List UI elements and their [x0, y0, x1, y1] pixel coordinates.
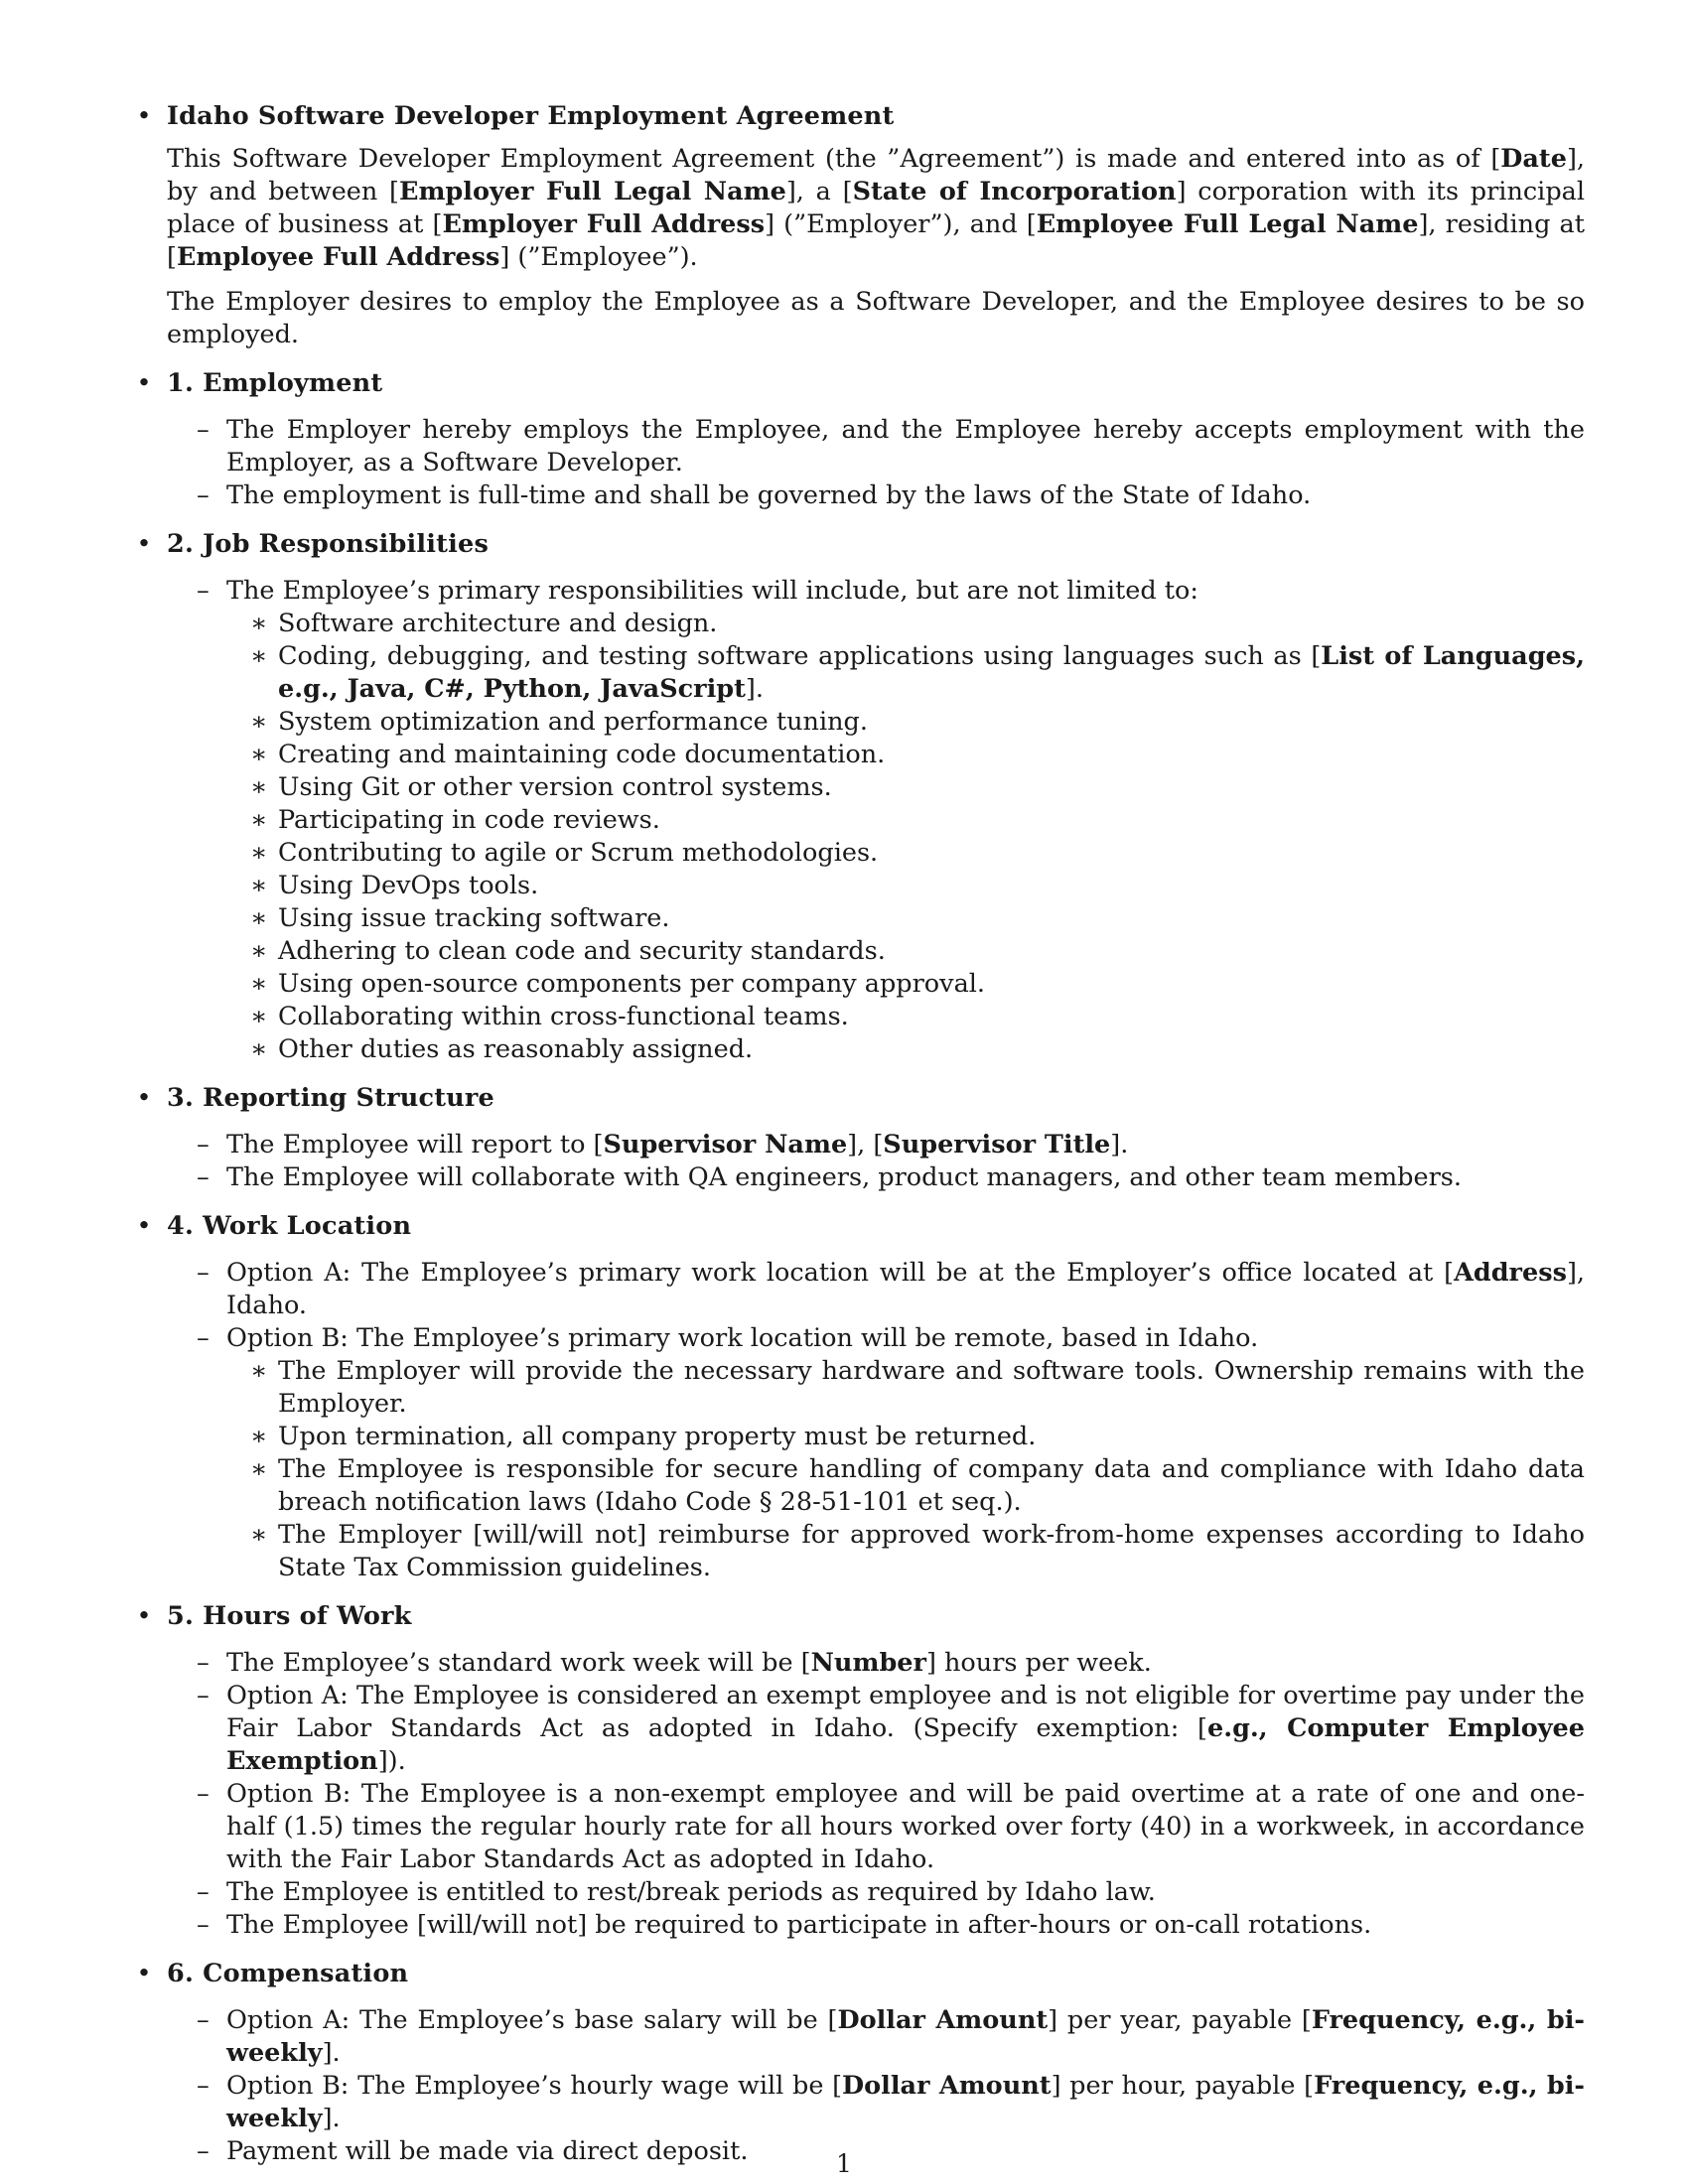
- dash-icon: –: [197, 1648, 210, 1678]
- bullet-icon: •: [136, 1083, 152, 1113]
- document-title: Idaho Software Developer Employment Agreement: [167, 101, 895, 131]
- asterisk-icon: ∗: [250, 609, 268, 638]
- list-item: – The Employee [will/will not] be required to participate in after-hours or on-call rotations.: [197, 1910, 1372, 1940]
- bullet-icon: •: [136, 101, 152, 131]
- asterisk-icon: ∗: [250, 805, 268, 835]
- page-number: 1: [836, 2149, 852, 2178]
- dash-icon: –: [197, 2071, 210, 2101]
- dash-icon: –: [197, 1323, 210, 1353]
- section-intro: [0, 100, 1585, 351]
- list-item: – The Employee will collaborate with QA engineers, product managers, and other team members.: [197, 1162, 1462, 1192]
- list-item: – The Employee’s standard work week will be [Number] hours per week.: [197, 1648, 1152, 1678]
- section-title: 1. Employment: [167, 368, 383, 398]
- sub-list-item: ∗ The Employee is responsible for secure handling of company data and compliance with Idaho data breach notification laws (Idaho Code § 28-51-101 et seq.).: [250, 1454, 1585, 1517]
- dash-icon: –: [197, 1681, 210, 1710]
- list-item: – Option B: The Employee’s primary work location will be remote, based in Idaho. ∗ The Employer will provide the necessary hardware and software tools. Ownership remains with the Employer. ∗ Upon termination, all company property must be returned. ∗ The Employee is responsible for secure handling of company data and compliance with Idaho data breach notification laws (Idaho Code § 28-51-101 et seq.). ∗ The Employer [will/will not] reimburse for approved work-from-home expenses according to Idaho State Tax Commission guidelines.: [197, 1323, 1585, 1582]
- section-title: 2. Job Responsibilities: [167, 529, 490, 559]
- list-item: – The employment is full-time and shall be governed by the laws of the State of Idaho.: [197, 480, 1312, 510]
- asterisk-icon: ∗: [250, 871, 268, 900]
- sub-list-item: ∗ Collaborating within cross-functional teams.: [250, 1002, 849, 1031]
- list-item: – Option A: The Employee’s base salary will be [Dollar Amount] per year, payable [Frequency, e.g., bi-weekly].: [197, 2005, 1586, 2068]
- dash-icon: –: [197, 415, 210, 445]
- list-item: – The Employee will report to [Supervisor Name], [Supervisor Title].: [197, 1130, 1129, 1160]
- list-item: – The Employer hereby employs the Employee, and the Employee hereby accepts employment with the Employer, as a Software Developer.: [197, 415, 1585, 478]
- intro-purpose-paragraph: The Employer desires to employ the Employee as a Software Developer, and the Employee desires to be so employed.: [167, 287, 1585, 349]
- section-job-responsibilities: [0, 528, 1585, 1066]
- sub-list-item: ∗ Other duties as reasonably assigned.: [250, 1034, 754, 1064]
- asterisk-icon: ∗: [250, 1422, 268, 1451]
- asterisk-icon: ∗: [250, 707, 268, 737]
- asterisk-icon: ∗: [250, 740, 268, 769]
- dash-icon: –: [197, 2136, 210, 2166]
- sub-list-item: ∗ Using Git or other version control systems.: [250, 772, 832, 802]
- dash-icon: –: [197, 2005, 210, 2035]
- list-item: – Option B: The Employee’s hourly wage will be [Dollar Amount] per hour, payable [Frequency, e.g., bi-weekly].: [197, 2071, 1586, 2133]
- dash-icon: –: [197, 1162, 210, 1192]
- section-compensation: [0, 1958, 1585, 2168]
- asterisk-icon: ∗: [250, 1034, 268, 1064]
- section-reporting-structure: [0, 1082, 1585, 1194]
- asterisk-icon: ∗: [250, 969, 268, 999]
- sub-list-item: ∗ Software architecture and design.: [250, 609, 718, 638]
- dash-icon: –: [197, 576, 210, 606]
- asterisk-icon: ∗: [250, 772, 268, 802]
- section-title: 4. Work Location: [167, 1211, 412, 1241]
- sub-list-item: ∗ Contributing to agile or Scrum methodologies.: [250, 838, 879, 868]
- dash-icon: –: [197, 1910, 210, 1940]
- asterisk-icon: ∗: [250, 1520, 268, 1550]
- bullet-icon: •: [136, 1959, 152, 1988]
- asterisk-icon: ∗: [250, 1002, 268, 1031]
- asterisk-icon: ∗: [250, 1454, 268, 1484]
- asterisk-icon: ∗: [250, 903, 268, 933]
- bullet-icon: •: [136, 1211, 152, 1241]
- section-title: 6. Compensation: [167, 1959, 409, 1988]
- section-title: 3. Reporting Structure: [167, 1083, 494, 1113]
- sub-list-item: ∗ The Employer [will/will not] reimburse for approved work-from-home expenses according to Idaho State Tax Commission guidelines.: [250, 1520, 1585, 1582]
- list-item: – The Employee’s primary responsibilities will include, but are not limited to: ∗ Software architecture and design. ∗ Coding, debugging, and testing software applications using languages such as [List of Languages, e.g., Java, C#, Python, JavaScript]. ∗ System optimization and performance tuning. ∗ Creating and maintaining code documentation. ∗ Using Git or other version control systems. ∗ Participating in code reviews. ∗ Contributing to agile or Scrum methodologies. ∗ Using DevOps tools. ∗ Using issue tracking software. ∗ Adhering to clean code and security standards. ∗ Using open-source components per company approval. ∗ Collaborating within cross-functional teams. ∗ Other duties as reasonably assigned.: [197, 576, 1585, 1064]
- list-item: – Payment will be made via direct deposit.: [197, 2136, 749, 2166]
- dash-icon: –: [197, 1130, 210, 1160]
- bullet-icon: •: [136, 529, 152, 559]
- sub-list-item: ∗ Upon termination, all company property must be returned.: [250, 1422, 1037, 1451]
- asterisk-icon: ∗: [250, 1356, 268, 1386]
- sub-list-item: ∗ Using open-source components per company approval.: [250, 969, 986, 999]
- sub-list-item: ∗ Adhering to clean code and security standards.: [250, 936, 886, 966]
- bullet-icon: •: [136, 368, 152, 398]
- sub-list-item: ∗ Using DevOps tools.: [250, 871, 539, 900]
- dash-icon: –: [197, 1779, 210, 1809]
- section-title: 5. Hours of Work: [167, 1601, 412, 1631]
- dash-icon: –: [197, 1258, 210, 1288]
- sub-list-item: ∗ Using issue tracking software.: [250, 903, 670, 933]
- intro-paragraph: This Software Developer Employment Agreement (the ”Agreement”) is made and entered into as of [Date], by and between [Employer Full Legal Name], a [State of Incorporation] corporation with its principal place of business at [Employer Full Address] (”Employer”), and [Employee Full Legal Name], residing at [Employee Full Address] (”Employee”).: [167, 144, 1586, 272]
- asterisk-icon: ∗: [250, 838, 268, 868]
- list-item: – Option A: The Employee’s primary work location will be at the Employer’s office located at [Address], Idaho.: [197, 1258, 1585, 1320]
- list-item: – Option A: The Employee is considered an exempt employee and is not eligible for overtime pay under the Fair Labor Standards Act as adopted in Idaho. (Specify exemption: [e.g., Computer Employee Exemption]).: [197, 1681, 1585, 1776]
- sub-list-item: ∗ System optimization and performance tuning.: [250, 707, 868, 737]
- asterisk-icon: ∗: [250, 641, 268, 671]
- list-item: – Option B: The Employee is a non-exempt employee and will be paid overtime at a rate of one and one-half (1.5) times the regular hourly rate for all hours worked over forty (40) in a workweek, in accordance with the Fair Labor Standards Act as adopted in Idaho.: [197, 1779, 1585, 1874]
- list-item: – The Employee is entitled to rest/break periods as required by Idaho law.: [197, 1877, 1156, 1907]
- bullet-icon: •: [136, 1601, 152, 1631]
- dash-icon: –: [197, 1877, 210, 1907]
- sub-list-item: ∗ The Employer will provide the necessary hardware and software tools. Ownership remains with the Employer.: [250, 1356, 1585, 1419]
- section-employment: [0, 367, 1585, 512]
- dash-icon: –: [197, 480, 210, 510]
- sub-list-item: ∗ Creating and maintaining code documentation.: [250, 740, 886, 769]
- sub-list-item: ∗ Coding, debugging, and testing software applications using languages such as [List of Languages, e.g., Java, C#, Python, JavaScript].: [250, 641, 1585, 704]
- section-hours-of-work: [0, 1600, 1585, 1942]
- section-work-location: [0, 1210, 1585, 1584]
- asterisk-icon: ∗: [250, 936, 268, 966]
- sub-list-item: ∗ Participating in code reviews.: [250, 805, 660, 835]
